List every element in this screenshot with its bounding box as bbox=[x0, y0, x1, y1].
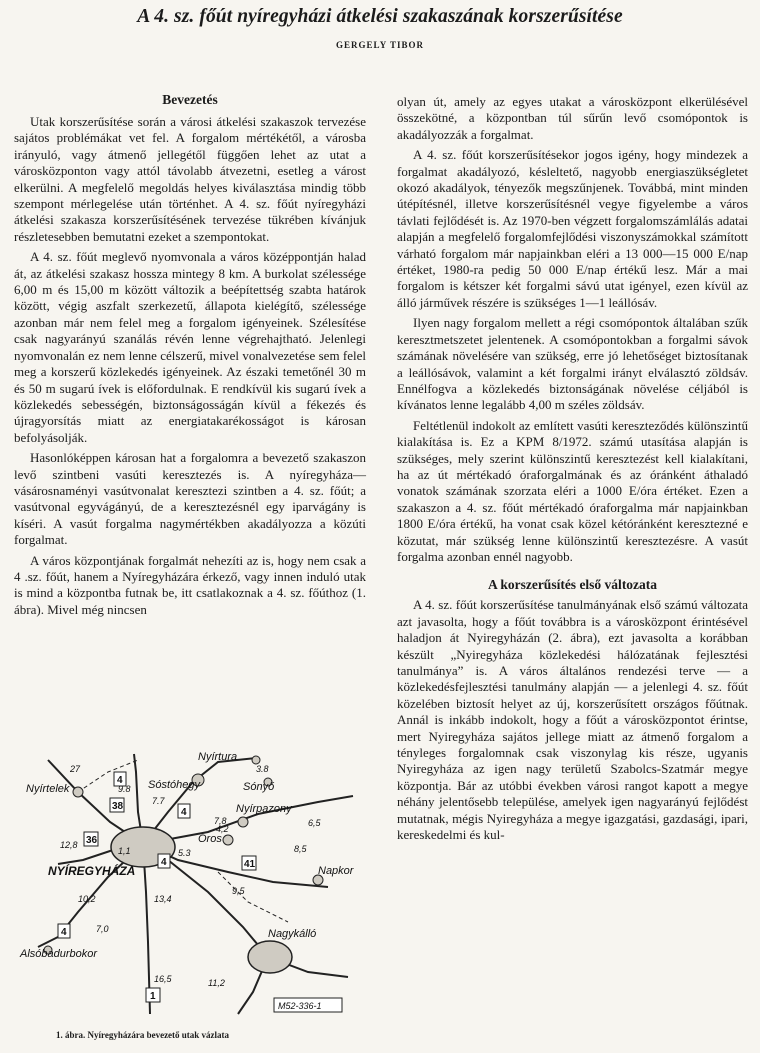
distance-label: 7,8 bbox=[214, 816, 227, 826]
distance-label: 1,1 bbox=[118, 846, 131, 856]
road-number-4: 4 bbox=[181, 807, 187, 818]
paragraph: A 4. sz. főút korszerűsítésekor jogos igény, hogy mindezek a forgalmat akadályozó, késleltető, nagyobb energiaszükségletet okozó akadályok, tényezők megszűnjenek. Továbbá, mint minden útépítésnél, illetve korszerűsítésnél vegye figyelembe a város távlati fejlődését is. Az 1970-ben végzett forgalomszámlálás adatai alapján a megfelelő forgalomfejlődési viszonyszámokkal számított várható forgalom már napjainkban eléri a 13 000—15 000 E/nap értéket, 1980-ra pedig 50 000 E/nap értékű lesz. Már a mai forgalom is kétszer két forgalmi sávú utat igényel, ezen kívül az álló járművek részére is szükséges 1—1 leállósáv. bbox=[397, 147, 748, 310]
label-sostohegy: Sóstóhegy bbox=[148, 779, 200, 791]
paragraph: olyan út, amely az egyes utakat a városközpont elkerülésével összekötné, a központban túl sűrűn levő csomópontok is akadályozzák a forgalmat. bbox=[397, 94, 748, 142]
paragraph: A 4. sz. főút meglevő nyomvonala a város középpontján halad át, az átkelési szakasz hossza mintegy 8 km. A burkolat szélessége 6,00 m és 15,00 m között változik a beépítettség szabta határok között, végig aszfalt szerkezetű, állapota kielégítő, szélessége azonban már nem felel meg a forgalom igényeinek. Szélesítése csak nagyarányú szanálás révén lenne végrehajtható. Jelenlegi nyomvonalán ez nem lenne célszerű, mivel vonalvezetése sem felel meg a korszerű közlekedés igényeinek. Az északi temetőnél 30 m és 50 m sugarú ívek is előfordulnak. E rendkívül kis sugarú ívek a közlekedés sebességén, biztonságosságán kívül a fékezés és újragyorsítás miatt az energiatakarékosságot is károsan befolyásolják. bbox=[14, 249, 366, 445]
distance-label: 9.8 bbox=[118, 784, 131, 794]
paragraph: A város központjának forgalmát nehezíti az is, hogy nem csak a 4 .sz. főút, hanem a Nyíregyházára érkező, vagy innen induló utak is mind a központba futnak be, itt csatlakoznak a 4. sz. főúthoz (1. ábra). Mivel még nincsen bbox=[14, 552, 366, 617]
label-nyirtura: Nyírtura bbox=[198, 752, 238, 763]
figure-stamp: M52-336-1 bbox=[278, 1001, 322, 1011]
paragraph: Hasonlóképpen károsan hat a forgalomra a bevezető szakaszon levő szintbeni vasúti keresztezés is. A nyíregyháza—vásárosnaményi vasútvonalat keresztezi szintben a 4. sz. főút; a vasútvonal egyvágányú, de a keresztezésnél egy iparvágány is kíséri. A vasút forgalma nagymértékben akadályozza a közúti forgalmat. bbox=[14, 450, 366, 548]
label-alsobadurbokor: Alsóbadurbokor bbox=[20, 948, 98, 960]
distance-label: 16,5 bbox=[154, 974, 172, 984]
label-sonyo: Sónyő bbox=[243, 781, 275, 793]
figure-caption: 1. ábra. Nyíregyházára bevezető utak vázlata bbox=[56, 1030, 230, 1040]
label-nyiregyhaza: NYÍREGYHÁZA bbox=[48, 864, 136, 878]
road-number-4: 4 bbox=[117, 775, 123, 786]
distance-label: 9,5 bbox=[232, 886, 245, 896]
map-figure bbox=[18, 752, 362, 1018]
distance-label: 11,2 bbox=[208, 978, 225, 988]
distance-label: 3.8 bbox=[256, 764, 269, 774]
distance-label: 4,2 bbox=[216, 824, 229, 834]
distance-label: 12,8 bbox=[60, 840, 78, 850]
road-number-38: 38 bbox=[112, 801, 124, 812]
paragraph: Ilyen nagy forgalom mellett a régi csomópontok általában szűk keresztmetszetet jelentenek. A csomópontokban a forgalmi sávok számának növelésére van szükség, erre jó lehetőséget biztosítanak a leállósávok, valamint a két forgalmi irányt elválasztó zöldsáv. Ennélfogva a közlekedés biztonságának növelése céljából is kívánatos lenne legalább 4,00 m széles zöldsáv. bbox=[397, 315, 748, 413]
distance-label: 7,0 bbox=[96, 924, 109, 934]
distance-label: 8,5 bbox=[294, 844, 307, 854]
label-nagykallo: Nagykálló bbox=[268, 928, 317, 940]
section-heading-first-variant: A korszerűsítés első változata bbox=[487, 577, 658, 593]
article-author: GERGELY TIBOR bbox=[336, 40, 424, 50]
distance-label: 13,4 bbox=[154, 894, 172, 904]
label-nyirpazony: Nyírpazony bbox=[236, 803, 292, 815]
article-title: A 4. sz. főút nyíregyházi átkelési szakaszának korszerűsítése bbox=[137, 6, 623, 27]
section-heading-introduction: Bevezetés bbox=[162, 92, 218, 107]
paragraph: A 4. sz. főút korszerűsítése tanulmányának első számú változata azt javasolta, hogy a főút továbbra is a városközpont érintésével haladjon át Nyiregyházán (2. ábra), ezt javasolta a korábban készült „Nyiregyháza közlekedési hálózatának fejlesztési tanulmánya” is. A város általános rendezési terve — a közlekedésfejlesztési tanulmány alapján — a jelenlegi 4. sz. főút közelében biztosít helyet az új, korszerűsített országos főútnak. Annál is inkább indokolt, hogy a főút a városközpontot érintse, mert Nyiregyháza sajátos jellege miatt az átmenő forgalom a tényleges forgalomnak csak viszonylag kis része, ugyanis Nyiregyháza az igen nagy területű Szabolcs-Szatmár megye központja. Bár az utóbbi években városi rangot kapott a megye néhány jelentősebb települése, amelyek igen nagyarányú fejlődést mutatnak, mégis Nyiregyháza a megye igazgatási, gazdasági, ipari, kereskedelmi és kul- bbox=[397, 597, 748, 843]
right-column bbox=[397, 94, 748, 847]
road-number-4: 4 bbox=[61, 927, 67, 938]
distance-label: 6,5 bbox=[308, 818, 321, 828]
paragraph: Feltétlenül indokolt az említett vasúti kereszteződés különszintű kialakítása is. Ez a KPM 8/1972. számú utasítása alapján is szükséges, mely szerint különszintű keresztezést kell kialakítani, ha az út mértékadó óraforgalmának és az óránként áthaladó vonatok számának szorzata eléri a 1000 E/óra értéket. Ezen a szakaszon a 4. sz. főút mértékadó óraforgalma már napjainkban 1800 E/óra értékű, ha vonat csak közel kétóránként keresztezné e közutat, már szükség lenne különszintű keresztezésre. A vasút forgalma azonban ennél nagyobb. bbox=[397, 417, 748, 564]
road-number-41: 41 bbox=[244, 859, 256, 870]
paragraph: Utak korszerűsítése során a városi átkelési szakaszok tervezése sajátos problémákat vet fel. A forgalom mértékétől, a városba irányuló, vagy átmenő jellegétől függően lehet az utat a városközponton vagy attól távolabb átvezetni, esetleg a várost elkerülni. A megfelelő megoldás helyes kiválasztása mindig több szempont mérlegelése után történhet. A 4. sz. főút nyíregyházi átkelési szakasza korszerűsítésének tervezése tükrében kívánjuk részletesebben bemutatni ezeket a szempontokat. bbox=[14, 114, 366, 244]
label-oros: Oros bbox=[198, 833, 222, 845]
road-number-36: 36 bbox=[86, 835, 98, 846]
label-nyirtelek: Nyírtelek bbox=[26, 783, 70, 795]
left-column bbox=[14, 92, 366, 622]
road-number-1: 1 bbox=[150, 991, 156, 1002]
distance-label: 27 bbox=[70, 764, 81, 774]
distance-label: 5.3 bbox=[178, 848, 191, 858]
distance-label: 7.7 bbox=[152, 796, 165, 806]
road-sketch-map bbox=[18, 752, 362, 1018]
distance-label: 10,2 bbox=[78, 894, 96, 904]
label-napkor: Napkor bbox=[318, 865, 354, 877]
road-number-4: 4 bbox=[161, 857, 167, 868]
